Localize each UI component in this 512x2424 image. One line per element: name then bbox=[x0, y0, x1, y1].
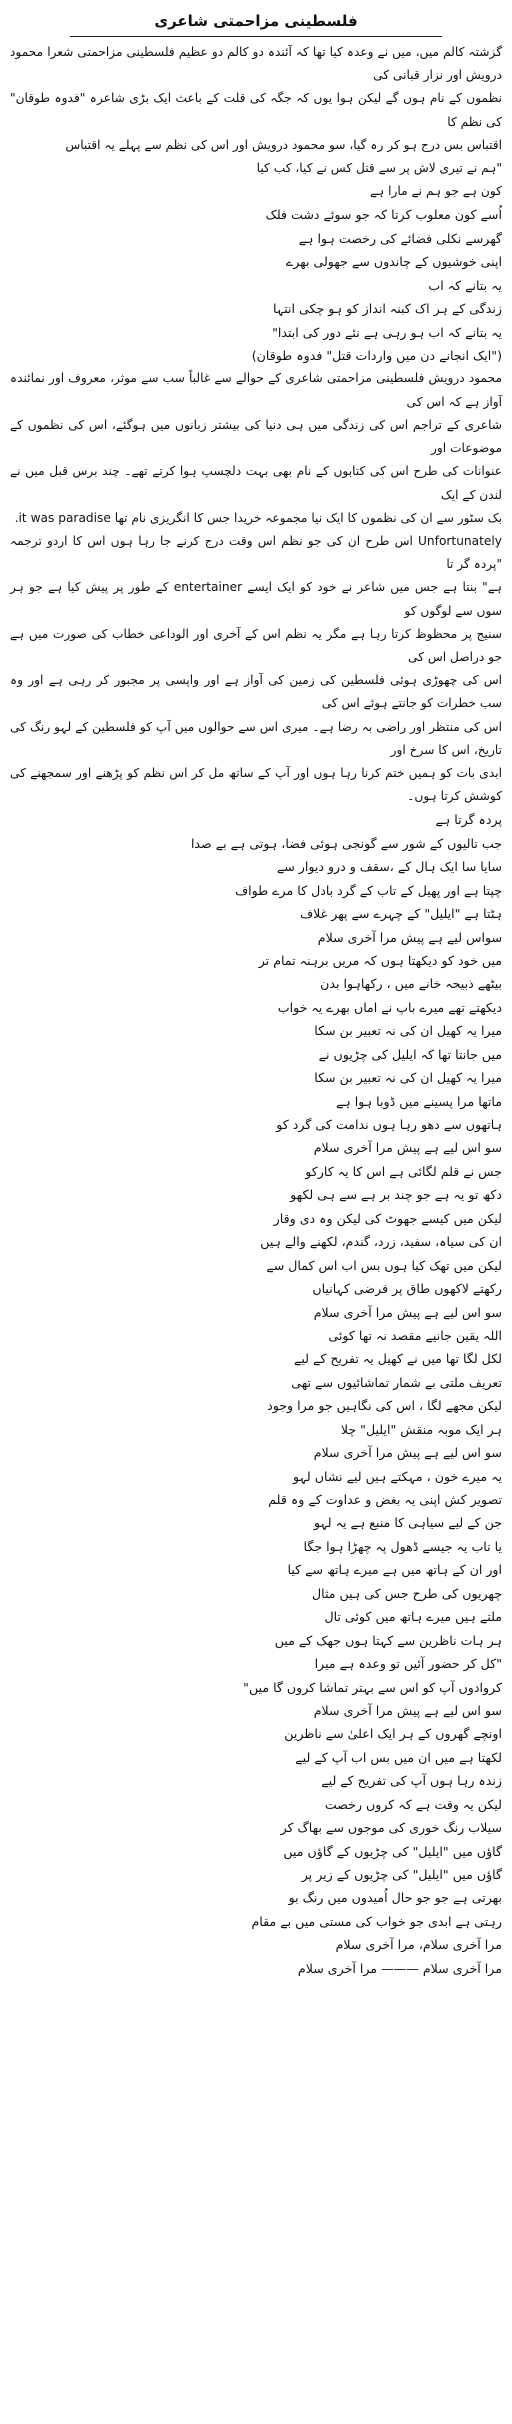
poem-line: دکھ تو یہ ہے جو چند بر ہے سے ہی لکھو bbox=[290, 1187, 502, 1203]
poem-closing-line bbox=[10, 2004, 502, 2027]
poem-line: چپتا ہے اور پھیل کے تاب کے گرد بادل کا مرے طواف bbox=[235, 882, 502, 898]
poem-title: پردہ گرتا ہے bbox=[435, 812, 502, 828]
body-line: سنیج پر محظوظ کرتا رہا ہے مگر یہ نظم اس کے آخری اور الوداعی خطاب کی صورت میں ہے جو دراصل اس کی bbox=[10, 626, 502, 664]
intro-line: کون ہے جو ہم نے مارا ہے bbox=[370, 184, 502, 199]
body-line: Unfortunately اس طرح ان کی جو نظم اس وقت درج کرنے جا رہا ہوں اس کا اردو ترجمہ "پردہ گر تا bbox=[10, 533, 502, 572]
poem-line: اپنی خوشیوں کے چاندوں سے جھولی بھرے bbox=[285, 254, 502, 270]
poem-line: جن کے لیے سیاہی کا منبع ہے یہ لہو bbox=[313, 1515, 502, 1531]
poem-line: یہ بتانے کہ اب bbox=[428, 277, 502, 293]
poem-line: لیکن میں تھک کیا ہوں بس اب اس کمال سے bbox=[266, 1257, 502, 1273]
poem-line: گھرسے نکلی فضائے کی رخصت ہوا ہے bbox=[298, 230, 502, 246]
poem-line: جب تالیوں کے شور سے گونجی ہوئی فضا، ہوتی ہے بے صدا bbox=[190, 835, 502, 851]
poem-line: اُسے کون معلوب کرتا کہ جو سوئے دشت فلک bbox=[265, 207, 502, 223]
poem-line: گاؤں میں "ایلیل" کی چڑیوں کے زیر پر bbox=[301, 1867, 502, 1883]
poem-line: کروادوں آپ کو اس سے بہتر تماشا کروں گا میں" bbox=[243, 1679, 502, 1695]
poem-line: سو اس لیے ہے پیش مرا آخری سلام bbox=[313, 1304, 502, 1320]
poem-line: تعریف ملتی بے شمار تماشائیوں سے تھی bbox=[291, 1374, 502, 1390]
poem-line: مرا آخری سلام، مرا آخری سلام bbox=[335, 1937, 502, 1953]
poem-line: اونچے گھروں کے ہر ایک اعلیٰ سے ناظرین bbox=[284, 1726, 502, 1742]
poem-line: سو اس لیے ہے پیش مرا آخری سلام bbox=[313, 1702, 502, 1718]
title-divider bbox=[70, 36, 442, 37]
poem-line: میں جانتا تھا کہ ایلیل کی چڑیوں نے bbox=[318, 1046, 502, 1062]
poem-line: بیٹھے ذبیحہ خانے میں ، رکھاہوا بدن bbox=[320, 976, 502, 992]
body-line: محمود درویش فلسطینی مزاحمتی شاعری کے حوالے سے غالباً سب سے موثر، معروف اور نمائندہ آواز ہے کہ اس کی bbox=[10, 371, 502, 409]
body-line: ابدی بات کو ہمیں ختم کرنا رہا ہوں اور آپ کے ساتھ مل کر اس نظم کو پڑھنے اور سمجھنے کی کوشش کرتا ہوں۔ bbox=[10, 765, 502, 804]
body-paragraph bbox=[10, 367, 502, 808]
poem-line: سایا سا ایک ہال کے ،سقف و درو دیوار سے bbox=[276, 859, 502, 875]
poem-line: زندگی کے ہر اک کبنہ انداز کو ہو چکی انتہا bbox=[272, 301, 502, 317]
article-title: فلسطینی مزاحمتی شاعری bbox=[154, 12, 358, 30]
poem-line: جس نے قلم لگائی ہے اس کا یہ کارکو bbox=[305, 1163, 502, 1179]
body-line: ہے" بنتا ہے جس میں شاعر نے خود کو ایک ایسے entertainer کے طور پر پیش کیا ہے جو ہر سوں سے لوگوں کو bbox=[10, 580, 502, 618]
poem-line: دیکھتے تھے میرے باپ نے اماں بھرے یہ خواب bbox=[277, 999, 502, 1015]
poem-line: لیکن یہ وقت ہے کہ کروں رخصت bbox=[324, 1796, 502, 1812]
poem-line: سو اس لیے ہے پیش مرا آخری سلام bbox=[313, 1140, 502, 1156]
poem-line: سیلاب رنگ خوری کی موجوں سے بھاگ کر bbox=[280, 1820, 502, 1836]
poem-line: ماتھا مرا پسینے میں ڈوبا ہوا ہے bbox=[336, 1093, 502, 1109]
poem-line: یا تاب یہ جیسے ڈھول پہ چھڑا ہوا جگا bbox=[303, 1538, 502, 1554]
intro-line: گزشتہ کالم میں، میں نے وعدہ کیا تھا کہ آئندہ دو کالم دو عظیم فلسطینی مزاحمتی شعرا محمود درویش اور نزار قبانی کی bbox=[10, 45, 502, 83]
poem-line: لکل لگا تھا میں نے کھیل یہ تفریح کے لیے bbox=[293, 1351, 502, 1367]
poem-line: یہ میرے خون ، مہکتے ہیں لیے نشاں لہو bbox=[293, 1468, 502, 1484]
poem-line: رہتی ہے ابدی جو خواب کی مستی میں بے مقام bbox=[251, 1913, 502, 1929]
poem-line: میں خود کو دیکھتا ہوں کہ مریں برہنہ تمام تر bbox=[258, 952, 502, 968]
body-line: اس کی چھوڑی ہوئی فلسطین کی زمین کی آواز ہے اور واپسی پر مجبور کر رہی ہے اور وہ سب خطرات کو جانتے ہوئے اس کی bbox=[10, 673, 502, 711]
poem-line: ہٹتا ہے "ایلیل" کے چہرے سے پھر غلاف bbox=[300, 906, 502, 922]
poem-line bbox=[10, 1980, 502, 2003]
body-line: اس کی منتظر اور راضی بہ رضا ہے۔ میری اس سے حوالوں میں آپ کو فلسطین کے لہو رنگ کی تاریخ، اس کا سرخ اور bbox=[10, 719, 502, 757]
body-line: عنوانات کی طرح اس کی کتابوں کے نام بھی بہت دلچسپ ہوا کرتے تھے۔ چند برس قبل میں نے لندن کے ایک bbox=[10, 464, 502, 502]
body-line: بک سٹور سے ان کی نظموں کا ایک نیا مجموعہ خریدا جس کا انگریزی نام تھا it was paradise. bbox=[14, 510, 502, 525]
poem-attribution: ("ایک انجانے دن میں واردات قتل" فدوہ طوقان) bbox=[251, 348, 502, 364]
poem-line: ملتے ہیں میرے ہاتھ میں کوئی تال bbox=[324, 1609, 502, 1625]
poem-line: ہر ایک موبہ منقش "ایلیل" چلا bbox=[340, 1421, 502, 1437]
poem-line: ہر ہات ناظرین سے کہتا ہوں جھک کے میں bbox=[274, 1632, 502, 1648]
intro-line: نظموں کے نام ہوں گے لیکن ہوا یوں کہ جگہ کی قلت کے باعث ایک بڑی شاعرہ "فدوہ طوقان" کی نظم کا bbox=[10, 91, 502, 129]
poem-line: رکھتے لاکھوں طاق پر فرضی کہانیاں bbox=[312, 1281, 502, 1297]
poem-line: تصویر کش اپنی یہ بغض و عداوت کے وہ قلم bbox=[268, 1492, 502, 1508]
poem-line: میرا یہ کھیل ان کی نہ تعبیر بن سکا bbox=[314, 1070, 502, 1086]
intro-paragraph bbox=[10, 41, 502, 203]
poem-line: "کل کر حضور آئیں تو وعدہ ہے میرا bbox=[314, 1656, 502, 1672]
quoted-poem bbox=[10, 203, 502, 367]
poem-line: لیکن مجھے لگا ، اس کی نگاہیں جو مرا وجود bbox=[267, 1398, 502, 1414]
poem-line: لیکن میں کیسے جھوٹ کی لیکن وہ دی وقار bbox=[273, 1210, 502, 1226]
poem-line: لکھتا ہے میں ان میں بس اب آپ کے لیے bbox=[295, 1749, 502, 1765]
poem-line: یہ بتانے کہ اب ہو رہی ہے نئے دور کی ابتدا" bbox=[272, 324, 502, 340]
poem-line: سواس لیے ہے پیش مرا آخری سلام bbox=[317, 929, 502, 945]
poem-line: اور ان کے ہاتھ میں ہے میرے ہاتھ سے کیا bbox=[287, 1562, 502, 1578]
main-poem bbox=[10, 808, 502, 2027]
poem-line: میرا یہ کھیل ان کی نہ تعبیر بن سکا bbox=[314, 1023, 502, 1039]
poem-line: چھریوں کی طرح جس کی ہیں مثال bbox=[311, 1585, 502, 1601]
body-line: شاعری کے تراجم اس کی زندگی میں ہی دنیا کی بیشتر زبانوں میں ہوگئے، اس کی نظموں کے موضوعات اور bbox=[10, 417, 502, 456]
intro-line: اقتباس بس درج ہو کر رہ گیا، سو محمود درویش اور اس کی نظم سے پہلے یہ اقتباس bbox=[65, 137, 502, 152]
poem-line: گاؤں میں "ایلیل" کی چڑیوں کے گاؤں میں bbox=[283, 1843, 502, 1859]
poem-line: ان کی سیاہ، سفید، زرد، گندم، لکھنے والے ہیں bbox=[260, 1234, 502, 1250]
poem-line: ہاتھوں سے دھو رہا ہوں ندامت کی گرد کو bbox=[276, 1117, 502, 1133]
intro-line: "ہم نے تیری لاش پر سے قتل کس نے کیا، کب کیا bbox=[256, 161, 502, 176]
poem-line: بھرتی ہے جو جو حال اُمیدوں میں رنگ بو bbox=[288, 1890, 502, 1906]
poem-line: مرا آخری سلام ——— مرا آخری سلام bbox=[297, 1960, 502, 1976]
poem-line: زندہ رہا ہوں آپ کی تفریح کے لیے bbox=[321, 1773, 502, 1789]
poem-line: سو اس لیے ہے پیش مرا آخری سلام bbox=[313, 1445, 502, 1461]
poem-line: اللہ یقین جانیے مقصد نہ تھا کوئی bbox=[328, 1327, 502, 1343]
